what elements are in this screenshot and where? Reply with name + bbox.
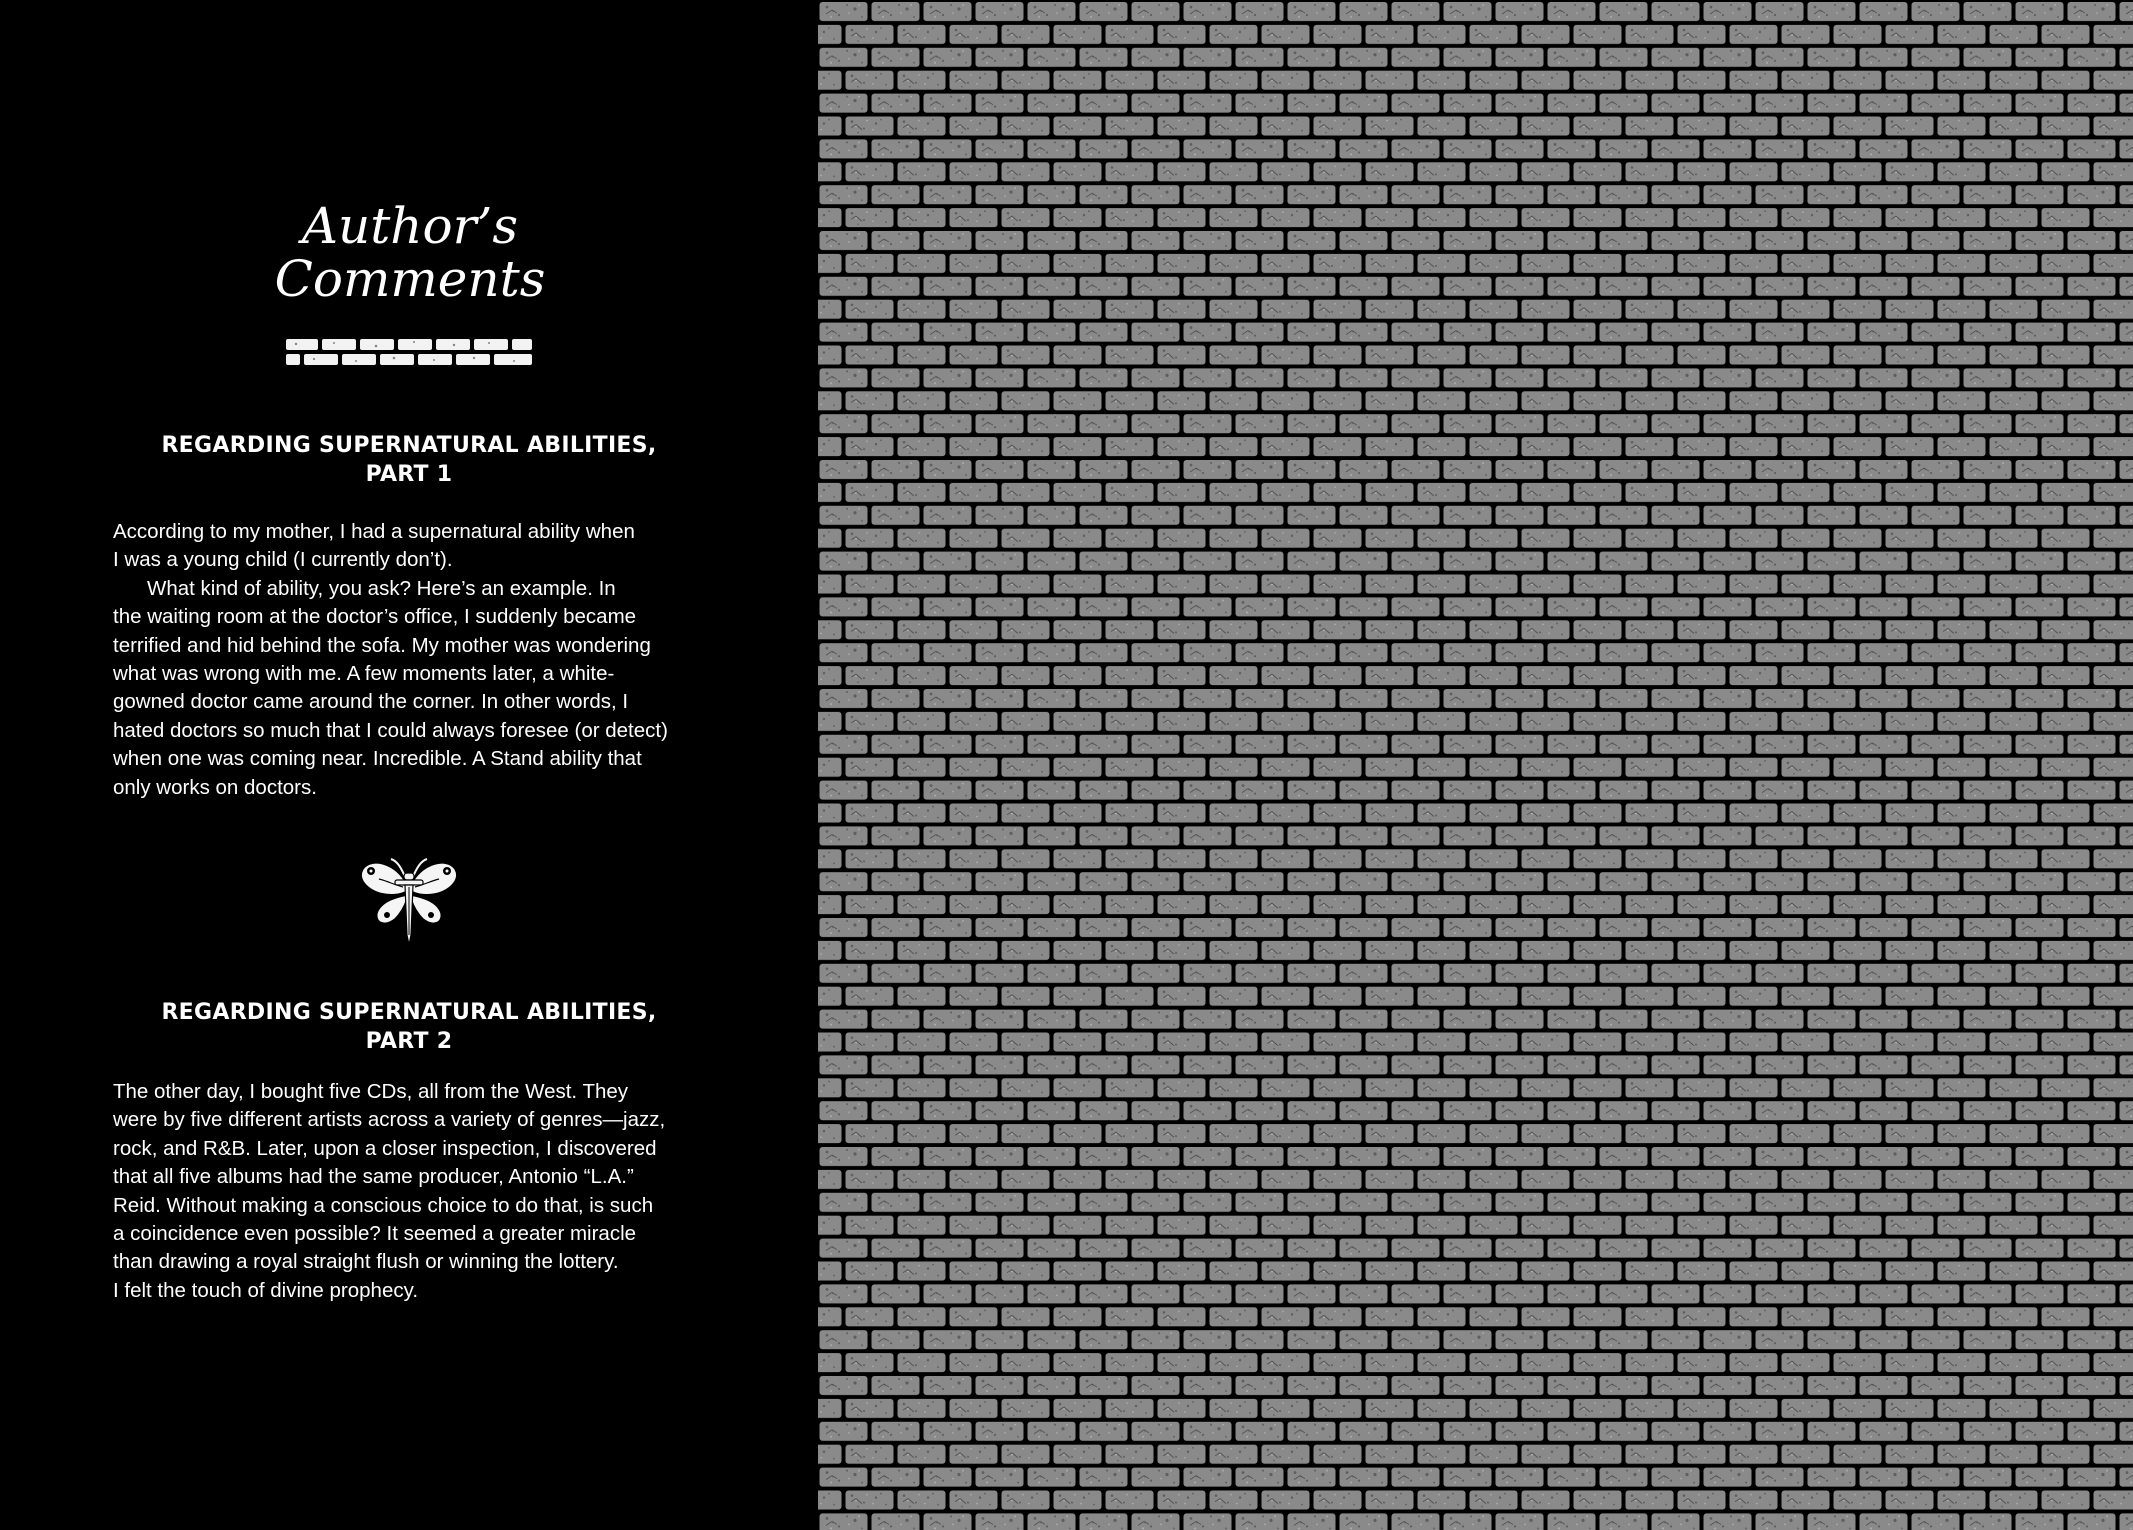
title-line-1: Author’s <box>301 197 519 255</box>
page-title <box>220 197 600 308</box>
section-body-part-2 <box>113 1078 713 1305</box>
text-line: than drawing a royal straight flush or winning the lottery. <box>113 1250 619 1274</box>
text-line: According to my mother, I had a supernatural ability when <box>113 520 635 543</box>
heading-line-1: REGARDING SUPERNATURAL ABILITIES, <box>161 433 657 458</box>
text-line: when one was coming near. Incredible. A Stand ability that <box>113 747 642 771</box>
butterfly-dagger-icon <box>357 855 461 947</box>
text-line: were by five different artists across a variety of genres—jazz, <box>113 1108 666 1132</box>
text-line: rock, and R&B. Later, upon a closer inspection, I discovered <box>113 1136 657 1160</box>
text-line: that all five albums had the same producer, Antonio “L.A.” <box>113 1165 634 1189</box>
text-line: Reid. Without making a conscious choice to do that, is such <box>113 1193 654 1217</box>
text-line: gowned doctor came around the corner. In other words, I <box>113 690 629 714</box>
heading-line-2: PART 1 <box>365 462 453 487</box>
brick-wall-page <box>818 0 2133 1530</box>
text-line: the waiting room at the doctor’s office, I suddenly became <box>113 605 637 629</box>
section-body-part-1 <box>113 518 713 802</box>
text-line: I was a young child (I currently don’t). <box>113 548 453 572</box>
section-heading-part-1 <box>112 431 706 489</box>
brick-row-icon <box>284 337 534 369</box>
text-line: hated doctors so much that I could always foresee (or detect) <box>113 718 668 742</box>
title-line-2: Comments <box>274 250 546 308</box>
left-page <box>0 0 818 1530</box>
section-heading-part-2 <box>112 998 706 1056</box>
heading-line-2: PART 2 <box>365 1029 453 1054</box>
text-line: What kind of ability, you ask? Here’s an example. In <box>147 576 616 600</box>
text-line: I felt the touch of divine prophecy. <box>113 1278 419 1302</box>
text-line: terrified and hid behind the sofa. My mother was wondering <box>113 633 651 657</box>
text-line: only works on doctors. <box>113 775 317 799</box>
heading-line-1: REGARDING SUPERNATURAL ABILITIES, <box>161 1000 657 1025</box>
text-line: a coincidence even possible? It seemed a greater miracle <box>113 1222 637 1246</box>
text-line: what was wrong with me. A few moments later, a white- <box>113 662 615 686</box>
text-line: The other day, I bought five CDs, all from the West. They <box>113 1080 629 1103</box>
